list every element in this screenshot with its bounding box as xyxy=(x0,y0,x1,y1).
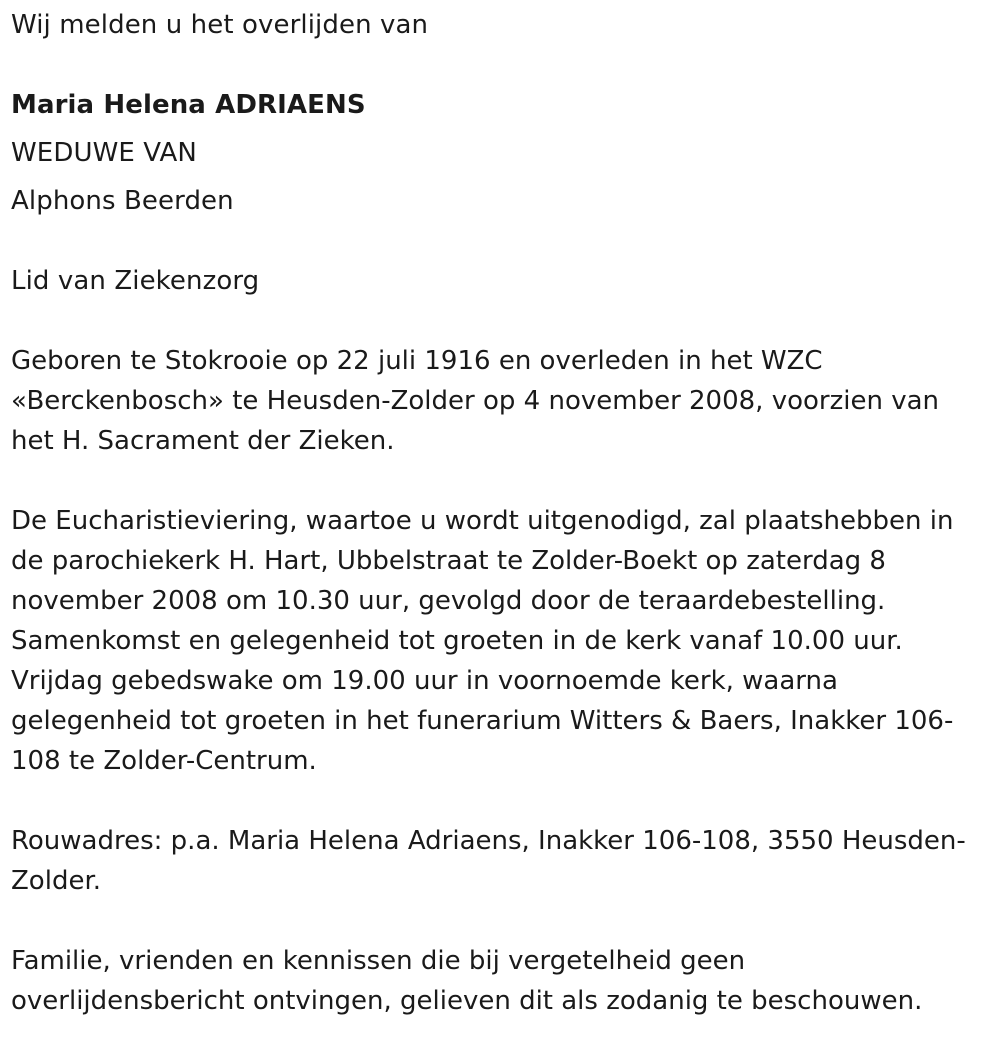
deceased-name: Maria Helena ADRIAENS xyxy=(11,90,366,120)
service-paragraph: De Eucharistieviering, waartoe u wordt uitgenodigd, zal plaatshebben in de parochiekerk H. Hart, Ubbelstraat te Zolder-Boekt op zaterdag 8 november 2008 om 10.30 uur, gevolgd door de teraardebestelling. Samenkomst en gelegenheid tot groeten in de kerk vanaf 10.00 uur. Vrijdag gebedswake om 19.00 uur in voornoemde kerk, waarna gelegenheid tot groeten in het funerarium Witters & Baers, Inakker 106-108 te Zolder-Centrum. xyxy=(11,506,954,776)
intro-text: Wij melden u het overlijden van xyxy=(11,10,429,40)
closing-paragraph: Familie, vrienden en kennissen die bij vergetelheid geen overlijdensbericht ontvingen, gelieven dit als zodanig te beschouwen. xyxy=(11,946,923,1016)
spouse-name: Alphons Beerden xyxy=(11,186,234,216)
relation-label: WEDUWE VAN xyxy=(11,138,197,168)
membership-text: Lid van Ziekenzorg xyxy=(11,266,260,296)
mourning-address-paragraph: Rouwadres: p.a. Maria Helena Adriaens, Inakker 106-108, 3550 Heusden-Zolder. xyxy=(11,826,966,896)
birth-death-paragraph: Geboren te Stokrooie op 22 juli 1916 en overleden in het WZC «Berckenbosch» te Heusden-Zolder op 4 november 2008, voorzien van het H. Sacrament der Zieken. xyxy=(11,346,940,456)
